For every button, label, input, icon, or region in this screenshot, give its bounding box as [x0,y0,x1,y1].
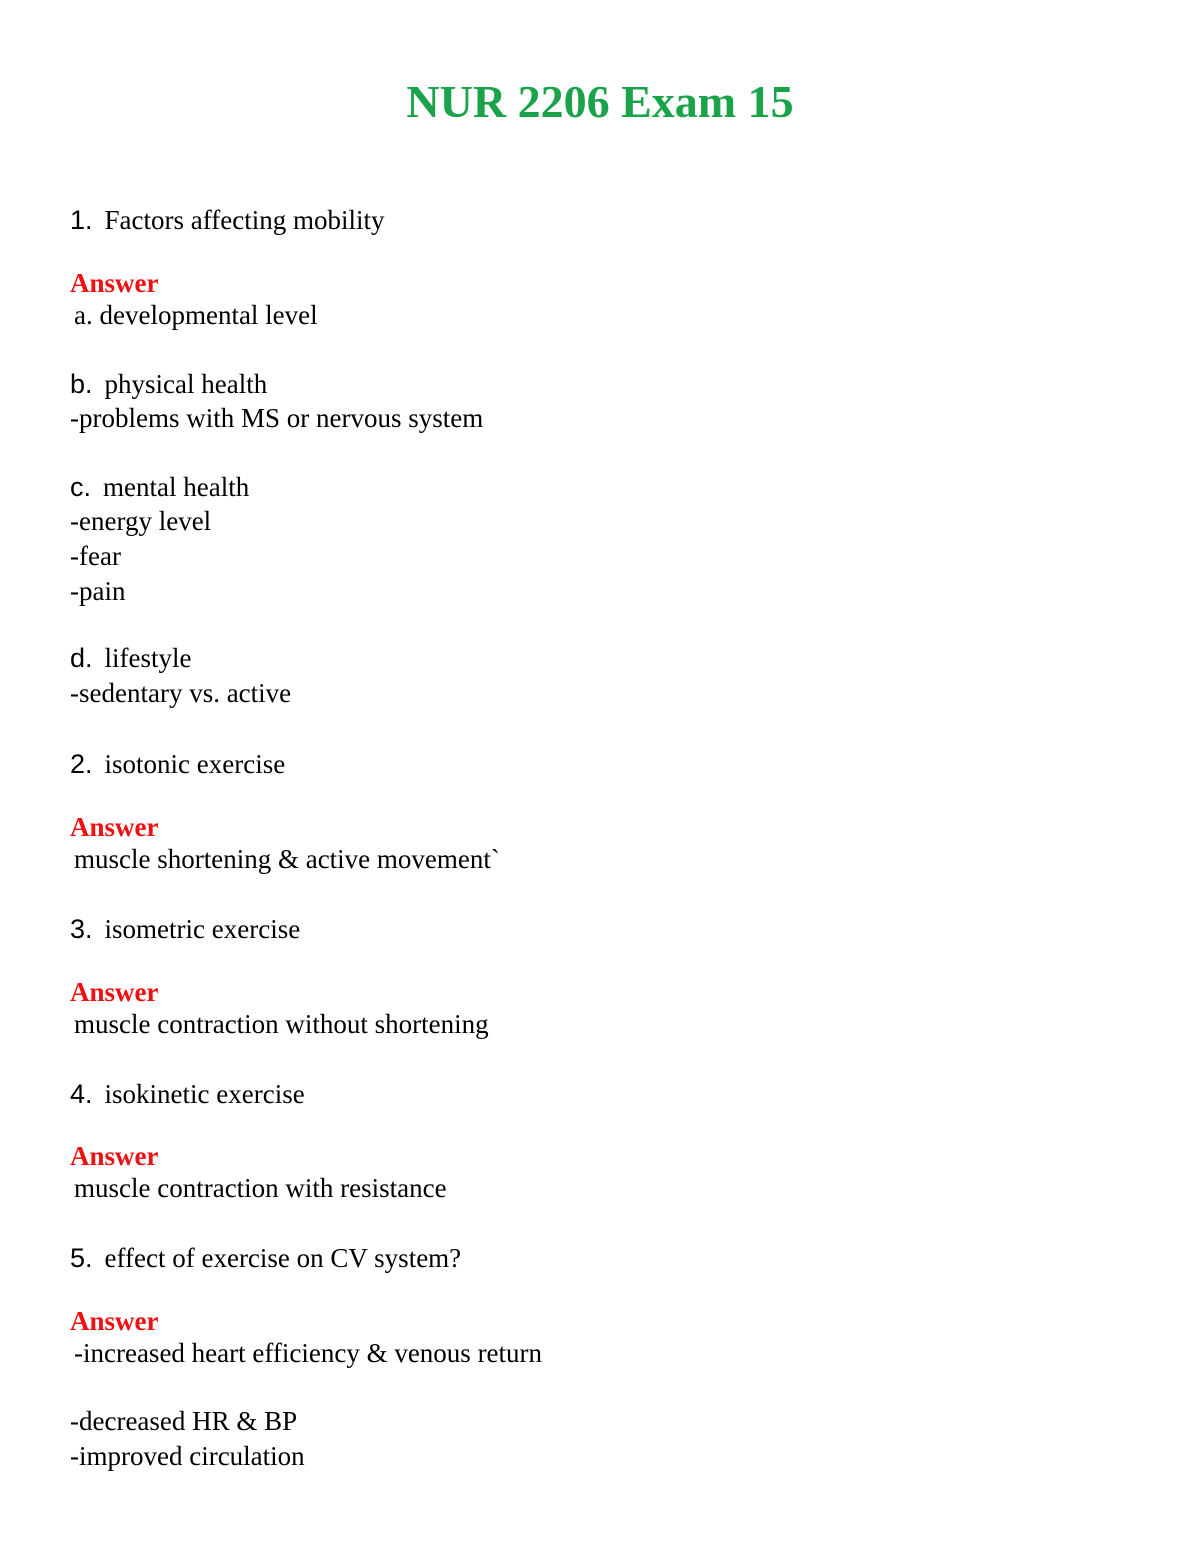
page-title: NUR 2206 Exam 15 [406,76,794,127]
sub-item-c [70,470,249,504]
question-3 [70,912,300,946]
answer-label: Answer [70,812,159,842]
sub-item-detail: -fear [70,541,121,571]
question-number: 4. [70,1079,93,1109]
sub-item-b [70,367,267,401]
question-text: Factors affecting mobility [104,205,385,235]
question-1 [70,203,384,237]
answer-text: -increased heart efficiency & venous return [74,1338,543,1368]
question-2 [70,747,285,781]
answer-label: Answer [70,268,159,298]
question-text: effect of exercise on CV system? [104,1243,462,1273]
answer-label: Answer [70,977,159,1007]
sub-item-text: physical health [104,369,268,399]
question-text: isometric exercise [104,914,301,944]
sub-item-detail: -problems with MS or nervous system [70,403,484,433]
answer-text: muscle contraction without shortening [74,1009,489,1039]
sub-item-text: mental health [103,472,250,502]
sub-item-letter: b. [70,369,93,399]
sub-item-d [70,641,192,675]
sub-item-text: lifestyle [104,643,192,673]
question-number: 2. [70,749,93,779]
question-number: 5. [70,1243,93,1273]
question-number: 3. [70,914,93,944]
answer-extra: -decreased HR & BP [70,1406,298,1436]
answer-text: a. developmental level [74,300,318,330]
question-text: isotonic exercise [104,749,286,779]
question-4 [70,1077,305,1111]
answer-text: muscle shortening & active movement` [74,844,500,874]
question-text: isokinetic exercise [104,1079,305,1109]
sub-item-detail: -energy level [70,506,212,536]
sub-item-letter: c. [70,472,92,502]
question-5 [70,1241,461,1275]
sub-item-detail: -sedentary vs. active [70,678,292,708]
sub-item-detail: -pain [70,576,126,606]
answer-label: Answer [70,1141,159,1171]
answer-extra: -improved circulation [70,1441,305,1471]
sub-item-letter: d. [70,643,93,673]
answer-label: Answer [70,1306,159,1336]
question-number: 1. [70,205,93,235]
answer-text: muscle contraction with resistance [74,1173,447,1203]
